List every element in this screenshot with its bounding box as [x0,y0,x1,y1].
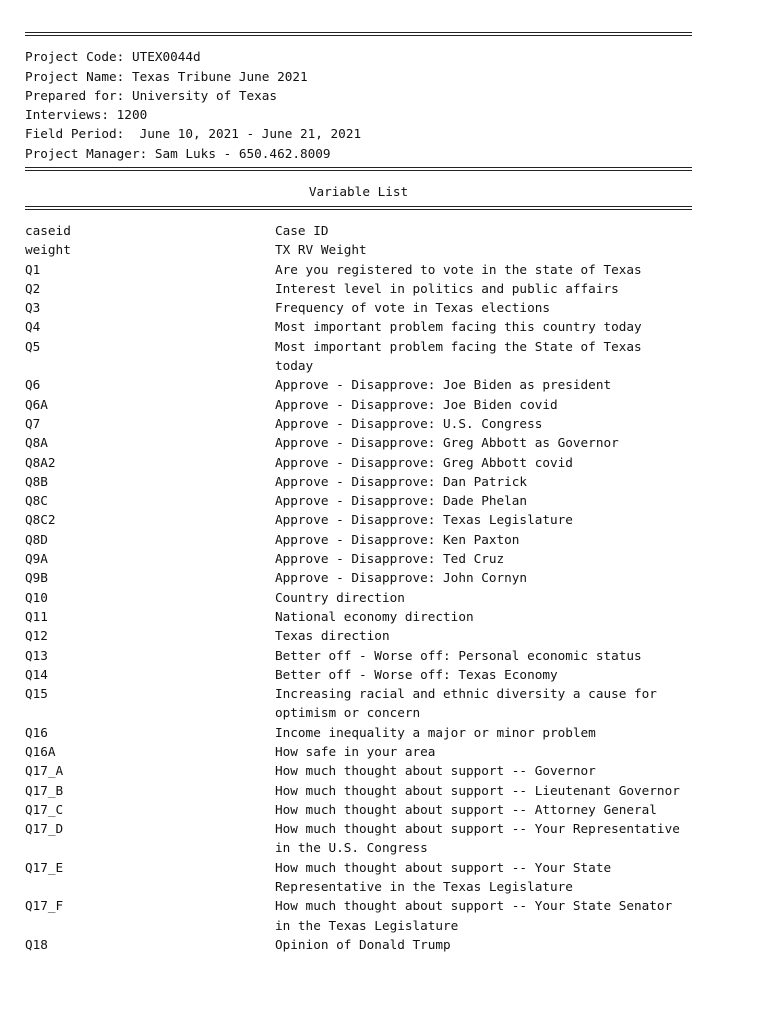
variable-label: National economy direction [275,608,474,624]
variable-label: Approve - Disapprove: Ken Paxton [275,531,520,547]
variable-name: Q3 [25,300,41,316]
variable-name: Q5 [25,338,41,354]
variable-label: Approve - Disapprove: Joe Biden as president [275,377,612,393]
variable-row [25,896,705,935]
variable-row [25,221,705,240]
variable-row [25,588,705,607]
variable-name: Q17_B [25,782,64,798]
variable-row [25,317,705,336]
variable-row [25,742,705,761]
variable-label: Opinion of Donald Trump [275,936,451,952]
section-title: Variable List [308,184,409,200]
project-code: Project Code: UTEX0044d [25,49,201,65]
variable-name: Q4 [25,319,41,335]
variable-row [25,510,705,529]
variable-name: Q13 [25,647,48,663]
variable-name: Q9A [25,551,48,567]
variable-label: Are you registered to vote in the state of Texas [275,261,642,277]
prepared-for: Prepared for: University of Texas [25,87,278,103]
variable-label: How much thought about support -- Your State Representative in the Texas Legislature [275,859,612,895]
variable-name: Q17_A [25,763,64,779]
project-manager: Project Manager: Sam Luks - 650.462.8009 [25,145,331,161]
variable-name: Q8A2 [25,454,56,470]
field-period: Field Period: June 10, 2021 - June 21, 2021 [25,126,362,142]
variable-label: Frequency of vote in Texas elections [275,300,550,316]
variable-row [25,819,705,858]
variable-label: Better off - Worse off: Texas Economy [275,666,558,682]
variable-label: Interest level in politics and public affairs [275,280,619,296]
variable-name: Q8C [25,493,48,509]
variable-row [25,298,705,317]
variable-row [25,568,705,587]
variable-row [25,472,705,491]
variable-name: Q16 [25,724,48,740]
variable-name: Q15 [25,686,48,702]
variable-row [25,260,705,279]
variable-name: Q8D [25,531,48,547]
variable-label: Increasing racial and ethnic diversity a cause for optimism or concern [275,686,657,721]
variable-row [25,530,705,549]
variable-name: Q16A [25,743,56,759]
variable-name: caseid [25,222,71,238]
variable-label: Income inequality a major or minor problem [275,724,596,740]
variable-label: Most important problem facing this country today [275,319,642,335]
variable-row [25,375,705,394]
variable-name: Q17_E [25,859,64,875]
variable-label: Approve - Disapprove: Joe Biden covid [275,396,558,412]
variable-name: Q9B [25,570,48,586]
variable-row [25,665,705,684]
variable-row [25,858,705,897]
variable-row [25,723,705,742]
variable-row [25,453,705,472]
variable-name: Q7 [25,415,41,431]
variable-name: Q6A [25,396,48,412]
double-rule-section [25,202,705,221]
variable-label: Most important problem facing the State of Texas today [275,338,642,374]
variable-label: Approve - Disapprove: Texas Legislature [275,512,573,528]
interviews: Interviews: 1200 [25,107,148,123]
variable-label: Texas direction [275,628,390,644]
variable-row [25,279,705,298]
variable-label: TX RV Weight [275,242,367,258]
variable-name: Q8A [25,435,48,451]
variable-name: Q8C2 [25,512,56,528]
variable-row [25,626,705,645]
double-rule-header-end [25,163,705,182]
variable-row [25,549,705,568]
variable-name: Q17_C [25,801,64,817]
variable-name: Q17_D [25,821,64,837]
variable-name: Q8B [25,473,48,489]
variable-row [25,395,705,414]
variable-label: How much thought about support -- Governor [275,763,596,779]
variable-label: How much thought about support -- Attorney General [275,801,657,817]
variable-label: Approve - Disapprove: Greg Abbott as Governor [275,435,619,451]
variable-name: Q11 [25,608,48,624]
variable-name: Q17_F [25,898,64,914]
variable-label: Approve - Disapprove: John Cornyn [275,570,528,586]
variable-label: Country direction [275,589,405,605]
variable-label: Case ID [275,222,329,238]
project-name: Project Name: Texas Tribune June 2021 [25,68,308,84]
codebook-document [25,28,705,954]
variable-label: Approve - Disapprove: Dan Patrick [275,473,528,489]
variable-name: Q6 [25,377,41,393]
variable-row [25,607,705,626]
variable-label: How much thought about support -- Lieutenant Governor [275,782,680,798]
variable-row [25,935,705,954]
variable-label: How safe in your area [275,743,436,759]
variable-row [25,646,705,665]
variable-name: Q1 [25,261,41,277]
variable-label: Approve - Disapprove: Ted Cruz [275,551,505,567]
variable-name: Q18 [25,936,48,952]
double-rule-top [25,28,705,47]
variable-name: weight [25,242,71,258]
variable-label: How much thought about support -- Your Representative in the U.S. Congress [275,821,680,856]
variable-name: Q12 [25,628,48,644]
variable-name: Q2 [25,280,41,296]
variable-name: Q10 [25,589,48,605]
variable-row [25,781,705,800]
variable-row [25,337,705,376]
variable-row [25,433,705,452]
variable-label: How much thought about support -- Your State Senator in the Texas Legislature [275,898,673,933]
variable-row [25,684,705,723]
variable-label: Approve - Disapprove: Greg Abbott covid [275,454,573,470]
variable-row [25,240,705,259]
variable-row [25,491,705,510]
variable-name: Q14 [25,666,48,682]
variable-row [25,761,705,780]
variable-label: Approve - Disapprove: U.S. Congress [275,415,543,431]
variable-label: Better off - Worse off: Personal economic status [275,647,642,663]
variable-row [25,800,705,819]
variable-list [25,221,705,954]
variable-label: Approve - Disapprove: Dade Phelan [275,493,528,509]
variable-row [25,414,705,433]
